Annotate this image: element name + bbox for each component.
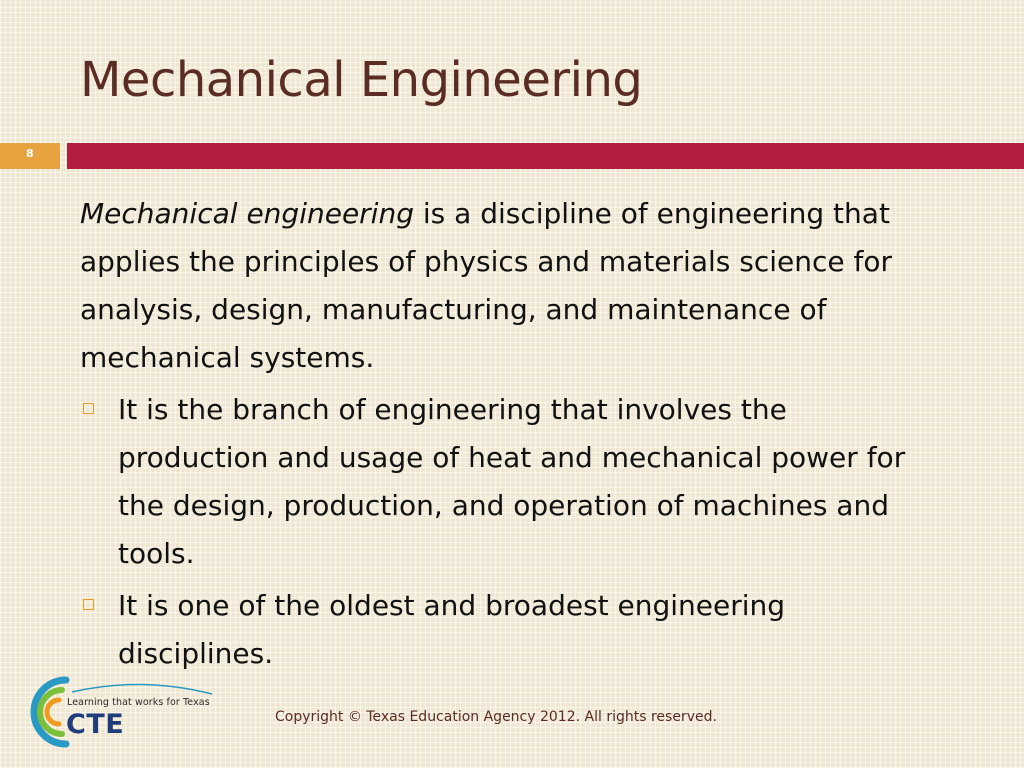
logo-name: CTE — [66, 709, 125, 740]
square-bullet-icon — [83, 403, 94, 414]
bullet-list — [80, 386, 940, 678]
copyright-notice: Copyright © Texas Education Agency 2012. All rights reserved. — [275, 709, 717, 725]
bullet-text: It is one of the oldest and broadest engineering disciplines. — [118, 589, 786, 670]
slide-number: 8 — [0, 143, 60, 169]
square-bullet-icon — [83, 599, 94, 610]
intro-term: Mechanical engineering — [80, 197, 414, 230]
slide-body — [80, 190, 940, 678]
logo-tagline: Learning that works for Texas — [67, 697, 210, 708]
bullet-item — [80, 582, 940, 678]
bullet-text: It is the branch of engineering that involves the production and usage of heat and mechanical power for the design, production, and operation of machines and tools. — [118, 393, 906, 570]
bullet-item — [80, 386, 940, 578]
intro-text: is a discipline of engineering that applies the principles of physics and materials science for analysis, design, manufacturing, and maintenance of mechanical systems. — [80, 197, 892, 374]
slide-title: Mechanical Engineering — [80, 52, 643, 108]
intro-paragraph — [80, 190, 940, 382]
title-rule — [67, 143, 1024, 169]
